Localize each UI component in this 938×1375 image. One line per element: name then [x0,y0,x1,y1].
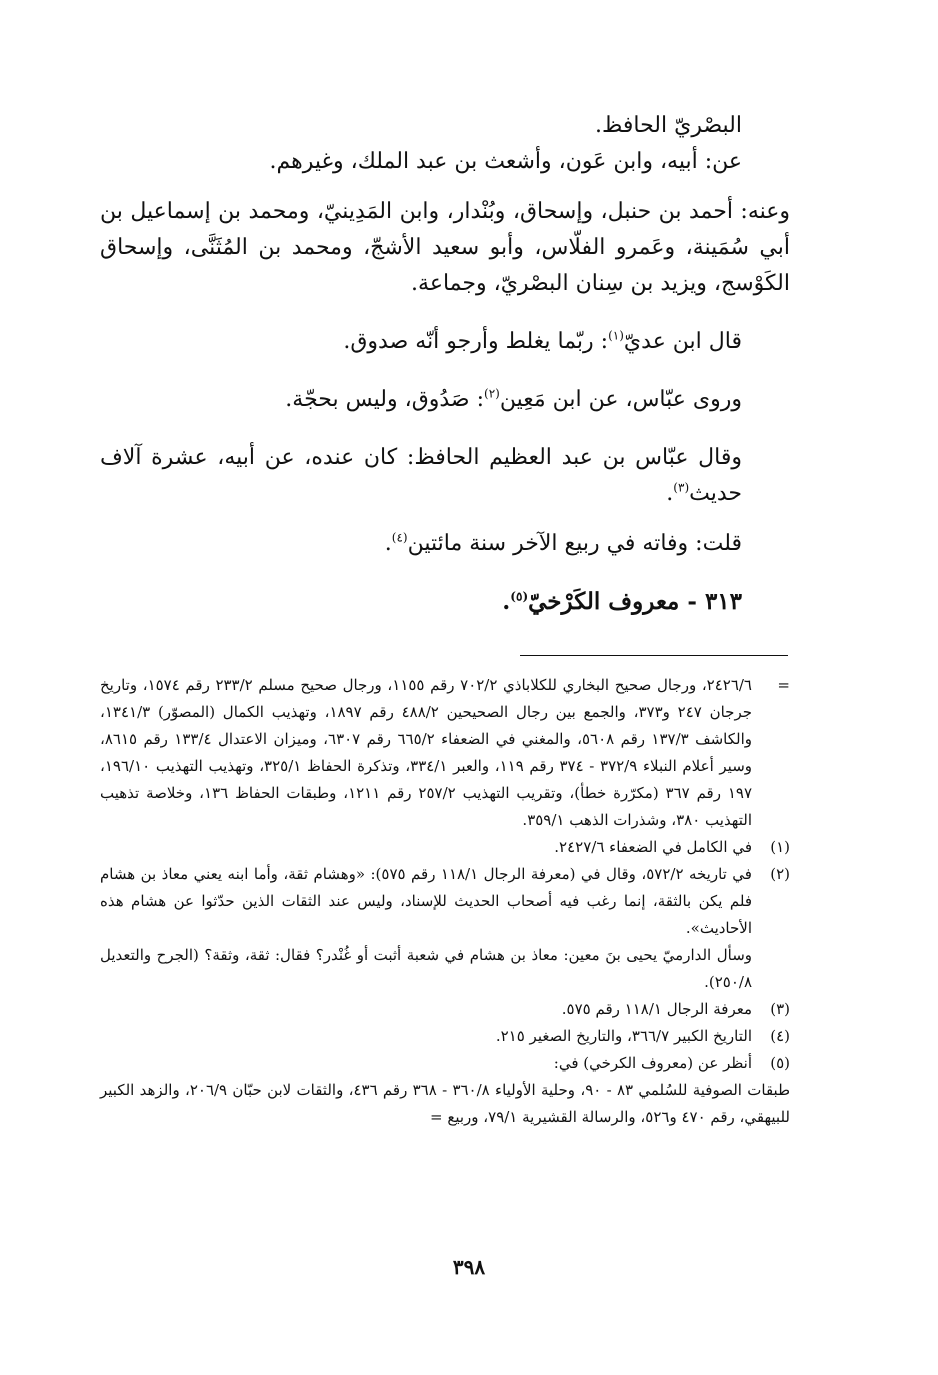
footnote-text: أنظر عن (معروف الكرخي) في: [553,1054,752,1072]
death-text: . [384,531,392,556]
entry-heading [100,584,790,620]
entry-title: . [502,588,511,615]
quote-text: . [666,481,674,506]
footnote-ref: (٣) [673,480,690,495]
footnote-4 [100,1023,790,1050]
quote-text: وقال عبّاس بن عبد العظيم الحافظ: كان عنده، عن أبيه، عشرة آلاف حديث [100,445,742,506]
footnote-text: في الكامل في الضعفاء ٢٤٢٧/٦. [554,838,752,856]
continuation-mark: = [777,676,790,694]
footnote-ref: (١) [608,328,624,343]
footnote-text: التاريخ الكبير ٣٦٦/٧، والتاريخ الصغير ٢١٥. [495,1027,752,1045]
footnote-2 [100,861,790,942]
footnote-number: (٢) [770,865,790,883]
text-line: عن: أبيه، وابن عَون، وأشعث بن عبد الملك، وغيرهم. [269,149,742,174]
footnote-text: في تاريخه ٥٧٢/٢، وقال في (معرفة الرجال ١١٨/١ رقم ٥٧٥): «وهشام ثقة، وأما ابنه يعني معاذ بن هشام فلم يكن بالثقة، إنما رغب فيه أصحاب الحديث للإسناد، وليس عند الثقات الذين حدّثوا عن هشام هذه الأحاديث». [100,865,752,937]
footnote-5 [100,1050,790,1077]
quote-abbas [100,440,790,512]
footnote-1 [100,834,790,861]
text-line: البصْريّ الحافظ. [595,113,742,138]
footnote-2-continued: وسأل الدارميّ يحيى بنَ معين: معاذ بن هشام في شعبة أثبت أو غُنْدر؟ فقال: ثقة، وثقة؟ (الجرح والتعديل ٢٥٠/٨). [100,946,752,991]
quote-ibn-main [100,382,790,418]
entry-title: ٣١٣ - معروف الكَرْخيّ [528,588,742,615]
footnote-ref: (٢) [484,386,500,401]
death-text: قلت: وفاته في ربيع الآخر سنة مائتين [407,531,742,556]
footnote-number: (٤) [770,1027,790,1045]
quote-text: : ربّما يغلط وأرجو أنّه صدوق. [343,329,609,354]
footnote-ref: (٥) [510,589,529,604]
footnote-divider [520,655,788,656]
death-line [100,526,790,562]
footnote-5-continued: طبقات الصوفية للسُلمي ٨٣ - ٩٠، وحلية الأولياء ٣٦٠/٨ - ٣٦٨ رقم ٤٣٦، والثقات لابن حبّان ٢٠٦/٩، والزهد الكبير للبيهقي، رقم ٤٧٠ و٥٢٦، والرسالة القشيرية ٧٩/١، وربيع = [100,1081,791,1126]
main-text [100,108,790,620]
footnote-3 [100,996,790,1023]
quote-text: : صَدُوق، وليس بحجّة. [285,387,485,412]
footnote-text: ٢٤٢٦/٦، ورجال صحيح البخاري للكلاباذي ٧٠٢/٢ رقم ١١٥٥، ورجال صحيح مسلم ٢٣٣/٢ رقم ١٥٧٤، وتاريخ جرجان ٢٤٧ و٣٧٣، والجمع بين رجال الصحيحين ٤٨٨/٢ رقم ١٨٩٧، وتهذيب الكمال (المصوّر) ١٣٤١/٣، والكاشف ١٣٧/٣ رقم ٥٦٠٨، والمغني في الضعفاء ٦٦٥/٢ رقم ٦٣٠٧، وميزان الاعتدال ١٣٣/٤ رقم ٨٦١٥، وسير أعلام النبلاء ٣٧٢/٩ - ٣٧٤ رقم ١١٩، والعبر ٣٣٤/١، وتذكرة الحفاظ ٣٢٥/١، وتهذيب التهذيب ١٩٦/١٠، ١٩٧ رقم ٣٦٧ (مكرّرة خطأ)، وتقريب التهذيب ٢٥٧/٢ رقم ١٢١١، وطبقات الحفاظ ١٣٦، وخلاصة تذهيب التهذيب ٣٨٠، وشذرات الذهب ٣٥٩/١. [100,676,753,829]
footnote-number: (٥) [770,1054,790,1072]
footnote-number: (١) [770,838,790,856]
footnote-ref: (٤) [391,530,408,545]
footnote-continuation [100,672,790,834]
footnotes [100,672,790,1131]
footnote-number: (٣) [770,1000,790,1018]
footnote-text: معرفة الرجال ١١٨/١ رقم ٥٧٥. [561,1000,752,1018]
quote-ibn-adi [100,324,790,360]
quote-text: وروى عبّاس، عن ابن مَعِين [499,387,742,412]
quote-text: قال ابن عديّ [623,329,742,354]
students-paragraph: وعنه: أحمد بن حنبل، وإسحاق، وبُنْدار، وابن المَدِينيّ، ومحمد بن إسماعيل بن أبي سُمَينة، وعَمرو الفلّاس، وأبو سعيد الأشجّ، ومحمد بن المُثَنَّى، وإسحاق الكَوْسج، ويزيد بن سِنان البصْريّ، وجماعة. [100,199,791,296]
page-number: ٣٩٨ [452,1255,486,1279]
